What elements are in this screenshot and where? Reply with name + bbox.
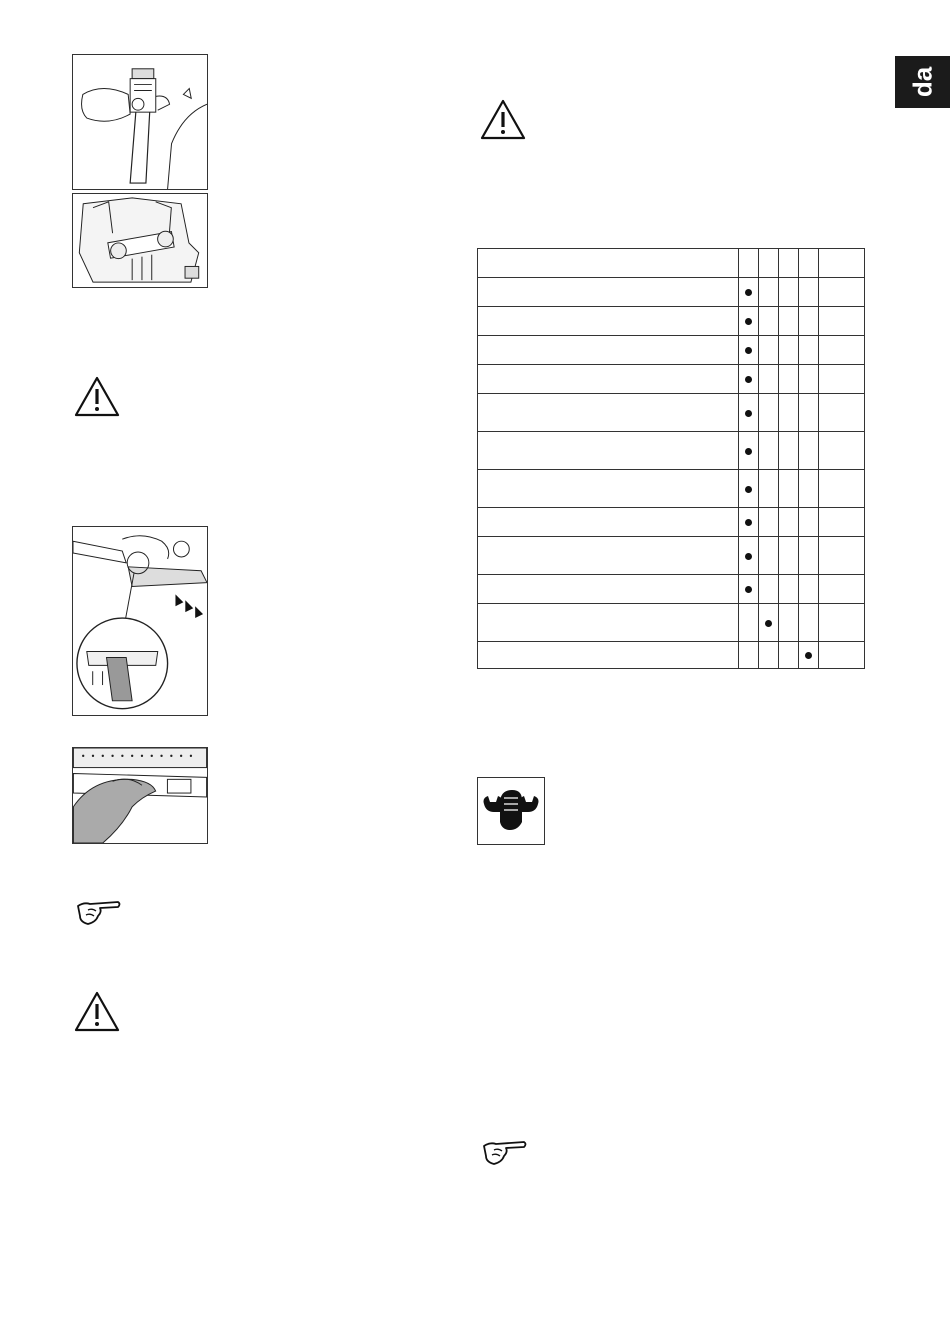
interval-cell	[759, 508, 779, 537]
interval-cell	[799, 365, 819, 394]
interval-cell	[819, 642, 865, 669]
interval-cell	[759, 336, 779, 365]
maintenance-table	[477, 248, 865, 669]
brush-removal-illustration	[73, 748, 207, 843]
interval-cell	[739, 537, 759, 575]
figure-filter-compartment	[72, 193, 208, 288]
interval-cell	[759, 365, 779, 394]
language-tab	[895, 56, 950, 108]
table-row	[478, 575, 865, 604]
interval-cell	[799, 537, 819, 575]
interval-cell	[739, 394, 759, 432]
figure-brush-removal	[72, 747, 208, 844]
interval-cell	[739, 575, 759, 604]
table-row	[478, 278, 865, 307]
row-description	[478, 336, 739, 365]
row-description	[478, 432, 739, 470]
pointing-hand-icon	[76, 898, 122, 926]
interval-cell	[819, 278, 865, 307]
row-description	[478, 365, 739, 394]
interval-dot	[745, 519, 752, 526]
interval-dot	[805, 652, 812, 659]
row-description	[478, 278, 739, 307]
interval-cell	[819, 432, 865, 470]
warning-triangle-icon	[74, 990, 120, 1032]
interval-cell	[779, 470, 799, 508]
table-row	[478, 365, 865, 394]
table-header-cell	[779, 249, 799, 278]
table-row	[478, 432, 865, 470]
interval-cell	[779, 394, 799, 432]
interval-cell	[799, 575, 819, 604]
interval-cell	[739, 336, 759, 365]
row-description	[478, 604, 739, 642]
table-header-cell	[759, 249, 779, 278]
figure-brush-detail	[72, 526, 208, 716]
table-header-row	[478, 249, 865, 278]
interval-cell	[759, 642, 779, 669]
interval-cell	[779, 365, 799, 394]
interval-cell	[779, 537, 799, 575]
interval-cell	[819, 470, 865, 508]
interval-cell	[739, 278, 759, 307]
interval-cell	[799, 642, 819, 669]
table-row	[478, 336, 865, 365]
interval-dot	[745, 376, 752, 383]
interval-cell	[819, 394, 865, 432]
table-row	[478, 470, 865, 508]
warning-triangle-icon	[74, 375, 120, 417]
row-description	[478, 470, 739, 508]
interval-cell	[739, 508, 759, 537]
interval-cell	[799, 470, 819, 508]
interval-cell	[759, 394, 779, 432]
interval-cell	[799, 278, 819, 307]
interval-cell	[779, 278, 799, 307]
interval-dot	[745, 289, 752, 296]
table-header-cell	[819, 249, 865, 278]
row-description	[478, 394, 739, 432]
interval-cell	[759, 604, 779, 642]
interval-dot	[745, 347, 752, 354]
table-row	[478, 394, 865, 432]
hose-illustration	[73, 55, 207, 189]
interval-cell	[779, 307, 799, 336]
interval-cell	[799, 394, 819, 432]
row-description	[478, 575, 739, 604]
interval-cell	[759, 470, 779, 508]
table-row	[478, 642, 865, 669]
interval-cell	[739, 604, 759, 642]
row-description	[478, 537, 739, 575]
table-row	[478, 604, 865, 642]
interval-cell	[779, 336, 799, 365]
table-header-cell	[739, 249, 759, 278]
interval-cell	[759, 537, 779, 575]
row-description	[478, 508, 739, 537]
interval-dot	[745, 553, 752, 560]
interval-cell	[819, 336, 865, 365]
pointing-hand-icon	[482, 1138, 528, 1166]
filter-compartment-illustration	[73, 194, 207, 287]
interval-cell	[779, 642, 799, 669]
interval-cell	[739, 470, 759, 508]
interval-cell	[819, 537, 865, 575]
interval-cell	[819, 604, 865, 642]
table-row	[478, 537, 865, 575]
interval-cell	[779, 604, 799, 642]
interval-dot	[745, 410, 752, 417]
interval-dot	[765, 620, 772, 627]
interval-cell	[739, 307, 759, 336]
figure-hose-removal	[72, 54, 208, 190]
warning-triangle-icon	[480, 98, 526, 140]
interval-cell	[759, 432, 779, 470]
interval-cell	[759, 307, 779, 336]
language-tab-label: da	[907, 66, 937, 98]
interval-cell	[819, 575, 865, 604]
interval-dot	[745, 318, 752, 325]
table-row	[478, 508, 865, 537]
interval-dot	[745, 586, 752, 593]
interval-cell	[779, 575, 799, 604]
interval-cell	[739, 642, 759, 669]
row-description	[478, 642, 739, 669]
interval-cell	[819, 508, 865, 537]
interval-cell	[819, 307, 865, 336]
wrench-fist-icon	[477, 777, 545, 845]
interval-cell	[759, 278, 779, 307]
interval-cell	[779, 432, 799, 470]
table-row	[478, 307, 865, 336]
interval-cell	[819, 365, 865, 394]
interval-cell	[759, 575, 779, 604]
interval-cell	[739, 432, 759, 470]
interval-dot	[745, 486, 752, 493]
row-description	[478, 307, 739, 336]
interval-cell	[799, 307, 819, 336]
table-header-cell	[478, 249, 739, 278]
interval-dot	[745, 448, 752, 455]
table-header-cell	[799, 249, 819, 278]
interval-cell	[799, 432, 819, 470]
brush-detail-illustration	[73, 527, 207, 715]
interval-cell	[739, 365, 759, 394]
interval-cell	[799, 604, 819, 642]
interval-cell	[779, 508, 799, 537]
interval-cell	[799, 508, 819, 537]
interval-cell	[799, 336, 819, 365]
